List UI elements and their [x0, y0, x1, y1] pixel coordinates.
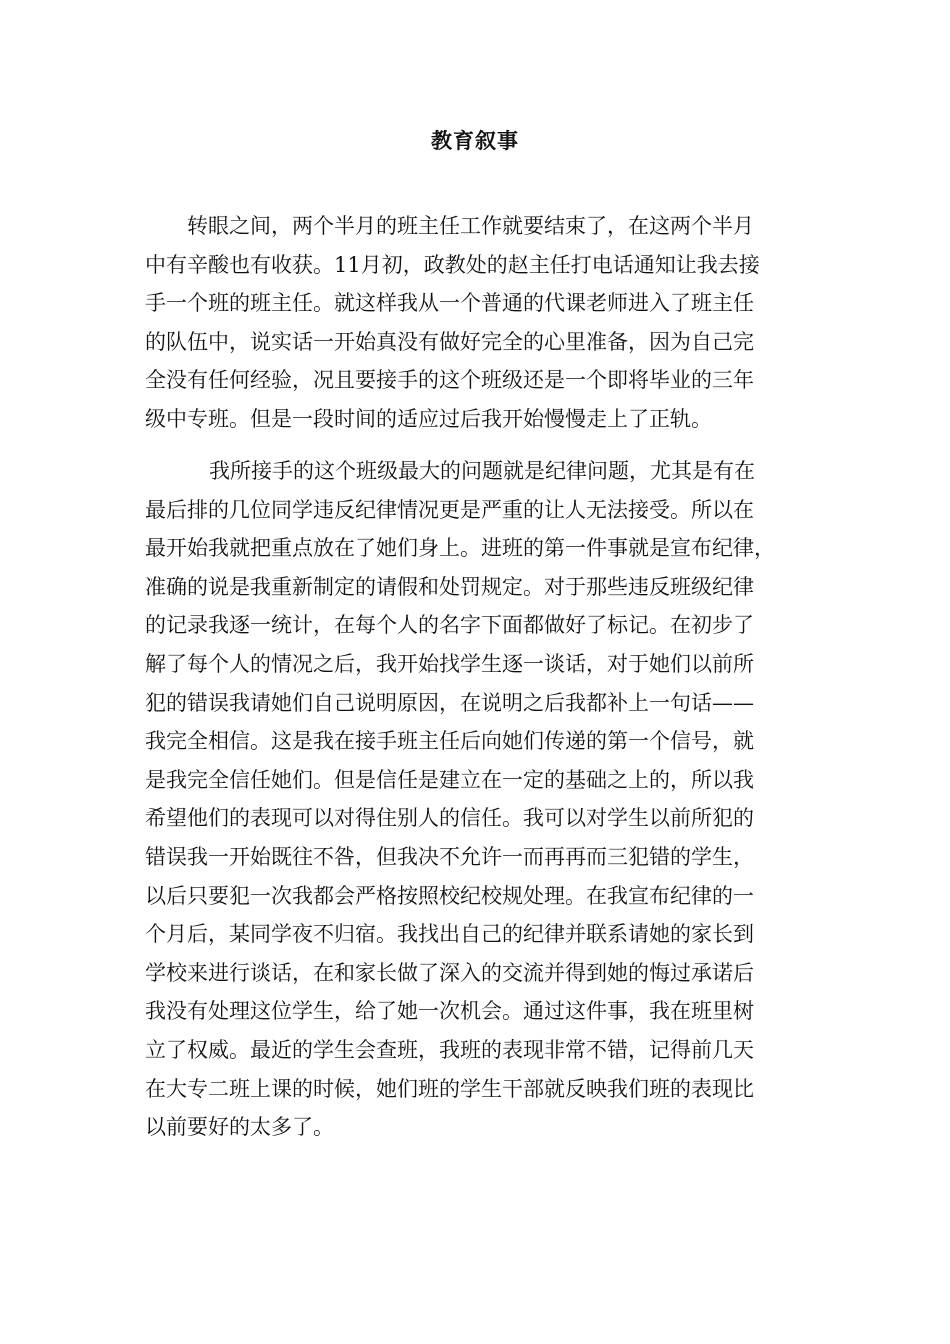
paragraph-line: 学校来进行谈话，在和家长做了深入的交流并得到她的悔过承诺后	[145, 960, 754, 985]
paragraph-line: 级中专班。但是一段时间的适应过后我开始慢慢走上了正轨。	[145, 406, 712, 431]
paragraph-2	[145, 452, 805, 1147]
paragraph-line: 是我完全信任她们。但是信任是建立在一定的基础之上的，所以我	[145, 767, 754, 792]
paragraph-line: 转眼之间，两个半月的班主任工作就要结束了，在这两个半月	[187, 214, 754, 238]
paragraph-line: 的记录我逐一统计，在每个人的名字下面都做好了标记。在初步了	[145, 613, 754, 638]
paragraph-line: 以后只要犯一次我都会严格按照校纪校规处理。在我宣布纪律的一	[145, 883, 754, 908]
paragraph-line: 手一个班的班主任。就这样我从一个普通的代课老师进入了班主任	[145, 291, 754, 316]
paragraph-line: 的队伍中，说实话一开始真没有做好完全的心里准备，因为自己完	[145, 329, 754, 354]
paragraph-line: 最开始我就把重点放在了她们身上。进班的第一件事就是宣布纪律，	[145, 536, 775, 561]
paragraph-line: 我完全相信。这是我在接手班主任后向她们传递的第一个信号，就	[145, 729, 754, 754]
paragraph-line: 立了权威。最近的学生会查班，我班的表现非常不错，记得前几天	[145, 1037, 754, 1062]
paragraph-line: 错误我一开始既往不咎，但我决不允许一而再再而三犯错的学生，	[145, 844, 754, 869]
paragraph-line: 准确的说是我重新制定的请假和处罚规定。对于那些违反班级纪律	[145, 574, 754, 599]
paragraph-line: 犯的错误我请她们自己说明原因，在说明之后我都补上一句话——	[145, 690, 754, 715]
paragraph-1	[145, 207, 805, 439]
paragraph-line: 全没有任何经验，况且要接手的这个班级还是一个即将毕业的三年	[145, 368, 754, 393]
paragraph-line: 我所接手的这个班级最大的问题就是纪律问题，尤其是有在	[209, 459, 755, 483]
paragraph-line: 中有辛酸也有收获。11月初，政教处的赵主任打电话通知让我去接	[145, 252, 760, 277]
paragraph-line: 我没有处理这位学生，给了她一次机会。通过这件事，我在班里树	[145, 999, 754, 1024]
paragraph-line: 个月后，某同学夜不归宿。我找出自己的纪律并联系请她的家长到	[145, 922, 754, 947]
paragraph-line: 在大专二班上课的时候，她们班的学生干部就反映我们班的表现比	[145, 1076, 754, 1101]
paragraph-line: 以前要好的太多了。	[145, 1115, 334, 1140]
paragraph-line: 最后排的几位同学违反纪律情况更是严重的让人无法接受。所以在	[145, 497, 754, 522]
paragraph-line: 希望他们的表现可以对得住别人的信任。我可以对学生以前所犯的	[145, 806, 754, 831]
document-title: 教育叙事	[431, 128, 519, 153]
paragraph-line: 解了每个人的情况之后，我开始找学生逐一谈话，对于她们以前所	[145, 651, 754, 676]
